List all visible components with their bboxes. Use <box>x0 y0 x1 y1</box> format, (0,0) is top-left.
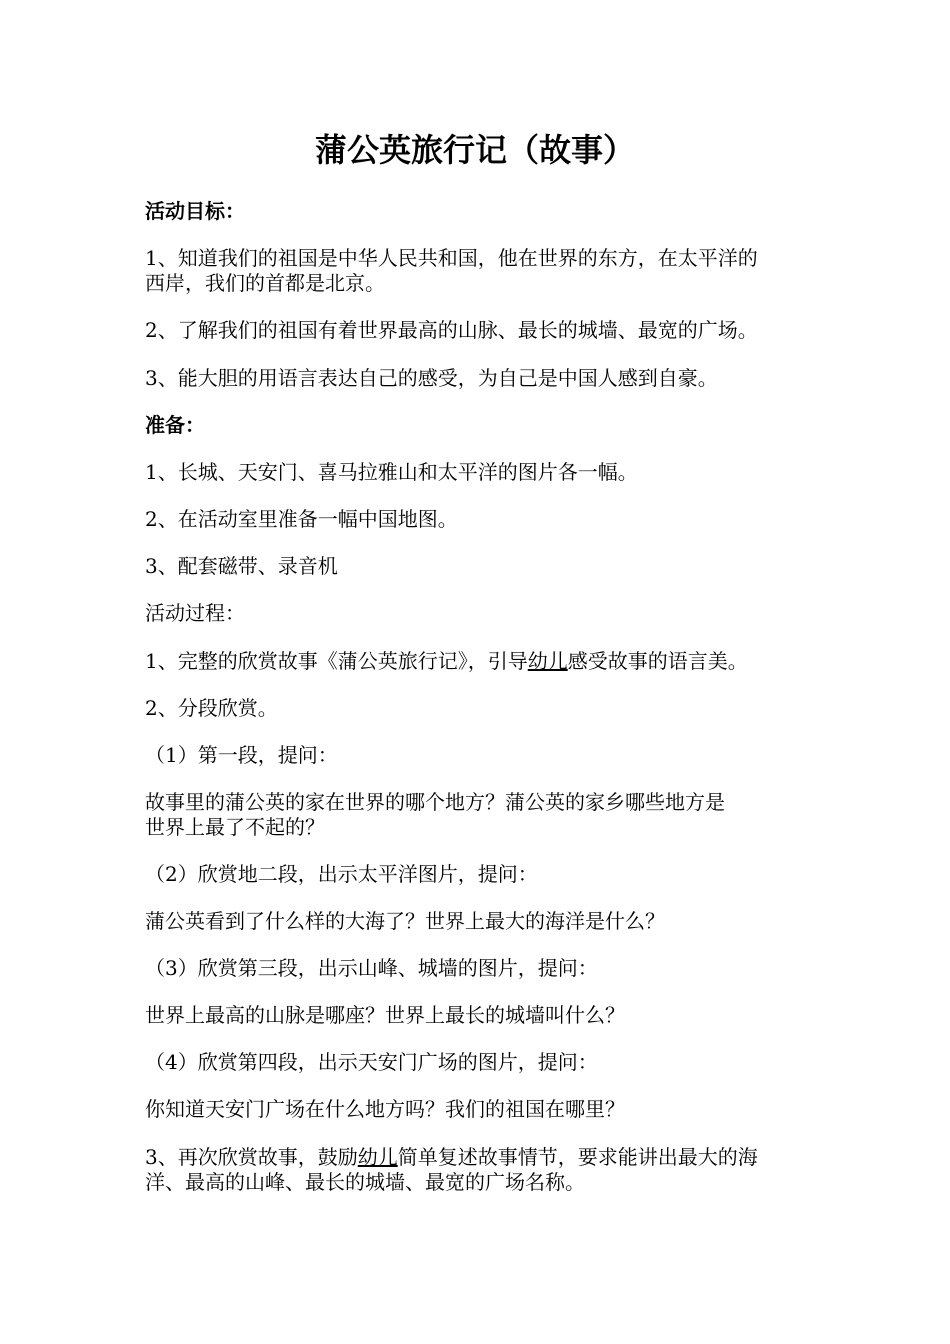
step-3-text-end: 简单复述故事情节，要求能讲出最大的海 <box>397 1145 758 1169</box>
part-2-answer: 蒲公英看到了什么样的大海了？世界上最大的海洋是什么？ <box>145 909 665 933</box>
step-3-underlined: 幼儿 <box>357 1145 398 1169</box>
part-1-answer-line-1: 故事里的蒲公英的家在世界的哪个地方？蒲公英的家乡哪些地方是 <box>145 790 725 814</box>
step-2: 2、分段欣赏。 <box>145 696 278 720</box>
step-1-text: 1、完整的欣赏故事《蒲公英旅行记》，引导 <box>145 649 528 673</box>
prep-item-3: 3、配套磁带、录音机 <box>145 554 338 578</box>
step-3-line-1 <box>145 1145 815 1169</box>
goals-heading: 活动目标： <box>145 199 245 223</box>
goal-2: 2、了解我们的祖国有着世界最高的山脉、最长的城墙、最宽的广场。 <box>145 318 758 342</box>
step-3-line-2: 洋、最高的山峰、最长的城墙、最宽的广场名称。 <box>145 1170 585 1194</box>
part-4-question: （4）欣赏第四段，出示天安门广场的图片，提问： <box>145 1050 598 1074</box>
part-2-question: （2）欣赏地二段，出示太平洋图片，提问： <box>145 862 538 886</box>
part-1-answer-line-2: 世界上最了不起的？ <box>145 815 325 839</box>
process-heading: 活动过程： <box>145 601 245 625</box>
step-1-underlined: 幼儿 <box>527 649 568 673</box>
part-4-answer: 你知道天安门广场在什么地方吗？我们的祖国在哪里？ <box>145 1097 625 1121</box>
prep-heading: 准备： <box>145 413 205 437</box>
step-3-text: 3、再次欣赏故事，鼓励 <box>145 1145 358 1169</box>
goal-1-line-1: 1、知道我们的祖国是中华人民共和国，他在世界的东方，在太平洋的 <box>145 246 758 270</box>
goal-3: 3、能大胆的用语言表达自己的感受，为自己是中国人感到自豪。 <box>145 366 718 390</box>
step-1-text-end: 感受故事的语言美。 <box>567 649 748 673</box>
prep-item-1: 1、长城、天安门、喜马拉雅山和太平洋的图片各一幅。 <box>145 460 638 484</box>
prep-item-2: 2、在活动室里准备一幅中国地图。 <box>145 507 458 531</box>
document-title: 蒲公英旅行记（故事） <box>314 131 635 169</box>
part-1-question: （1）第一段，提问： <box>145 743 338 767</box>
part-3-question: （3）欣赏第三段，出示山峰、城墙的图片，提问： <box>145 956 598 980</box>
step-1 <box>145 649 815 673</box>
goal-1-line-2: 西岸，我们的首都是北京。 <box>145 271 385 295</box>
part-3-answer: 世界上最高的山脉是哪座？世界上最长的城墙叫什么？ <box>145 1003 625 1027</box>
